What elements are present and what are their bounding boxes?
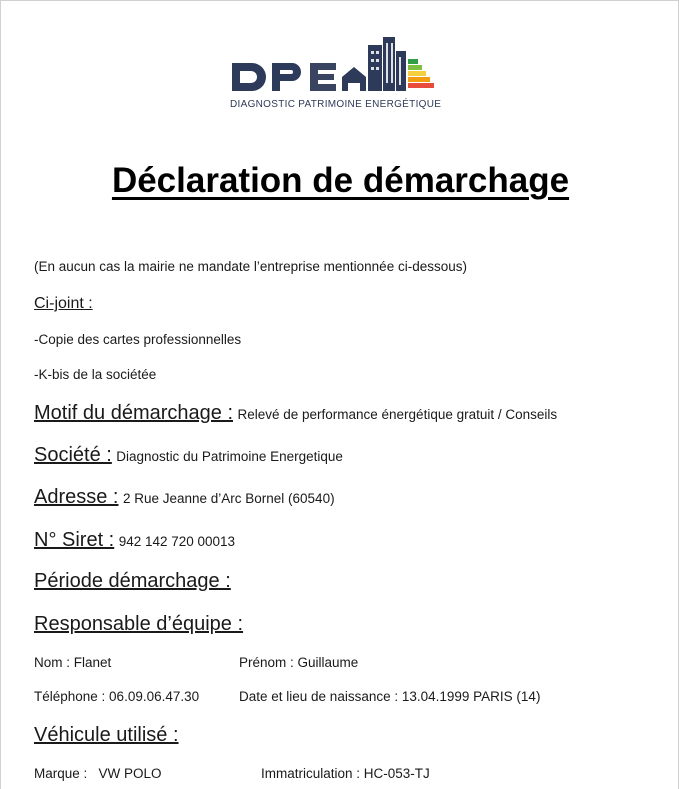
logo-energy-bar-d xyxy=(408,77,430,82)
siret-value: 942 142 720 00013 xyxy=(118,534,236,549)
attachment-item: -K-bis de la sociétée xyxy=(34,367,157,382)
siret-row xyxy=(34,529,235,552)
vehicule-immatriculation: Immatriculation : HC-053-TJ xyxy=(261,766,430,781)
motif-value: Relevé de performance énergétique gratuit / Conseils xyxy=(237,407,558,422)
responsable-naissance: Date et lieu de naissance : 13.04.1999 PARIS (14) xyxy=(239,689,541,704)
adresse-label: Adresse : xyxy=(34,486,119,508)
responsable-prenom: Prénom : Guillaume xyxy=(239,655,359,670)
adresse-row xyxy=(34,486,335,509)
logo-tagline: DIAGNOSTIC PATRIMOINE ENERGÉTIQUE xyxy=(230,99,442,110)
logo-brand-text: DPE xyxy=(230,33,233,34)
vehicule-label: Véhicule utilisé : xyxy=(34,724,179,746)
siret-label: N° Siret : xyxy=(34,529,115,551)
disclaimer-note: (En aucun cas la mairie ne mandate l’entreprise mentionnée ci-dessous) xyxy=(34,259,467,274)
responsable-label: Responsable d’équipe : xyxy=(34,613,244,635)
logo-energy-bar-e xyxy=(408,83,434,88)
adresse-value: 2 Rue Jeanne d’Arc Bornel (60540) xyxy=(122,491,335,506)
logo-energy-bar-b xyxy=(408,65,422,70)
periode-label: Période démarchage : xyxy=(34,570,231,592)
logo-energy-bar-a xyxy=(408,59,418,64)
attachment-item: -Copie des cartes professionnelles xyxy=(34,332,242,347)
responsable-telephone: Téléphone : 06.09.06.47.30 xyxy=(34,689,200,704)
logo-letter-p xyxy=(272,63,301,91)
logo-energy-bar-c xyxy=(408,71,426,76)
page-title: Déclaration de démarchage xyxy=(111,161,570,200)
societe-value: Diagnostic du Patrimoine Energetique xyxy=(116,449,343,464)
logo-building-2 xyxy=(383,37,395,91)
logo-letter-d xyxy=(232,63,266,91)
logo-house-icon xyxy=(342,67,366,91)
logo-letter-e xyxy=(310,63,336,91)
logo-building-1 xyxy=(368,45,382,91)
vehicule-marque: Marque : VW POLO xyxy=(34,766,162,781)
societe-row xyxy=(34,444,343,467)
responsable-nom: Nom : Flanet xyxy=(34,655,112,670)
societe-label: Société : xyxy=(34,444,112,466)
motif-row xyxy=(34,402,557,425)
attachments-heading: Ci-joint : xyxy=(34,295,93,312)
motif-label: Motif du démarchage : xyxy=(34,402,233,424)
